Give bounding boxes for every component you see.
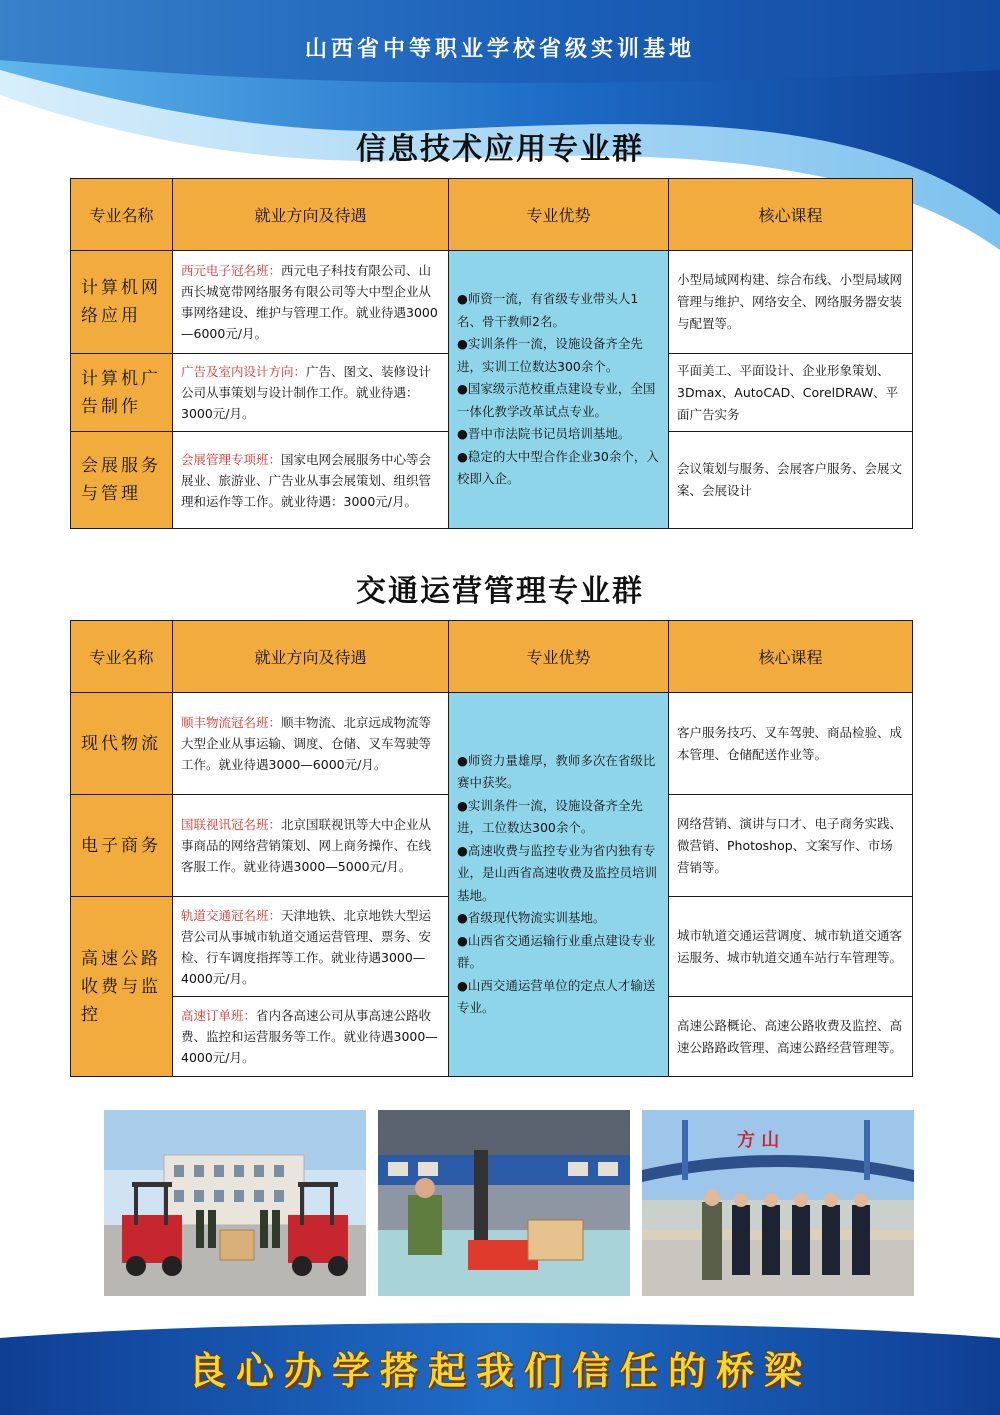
employment-cell <box>173 795 449 897</box>
advantage-item: ●实训条件一流，设施设备齐全先进，工位数达300余个。 <box>457 797 643 835</box>
major-name: 现代物流 <box>71 693 173 795</box>
major-name: 电子商务 <box>71 795 173 897</box>
col-header-courses: 核心课程 <box>669 621 913 693</box>
course-cell: 高速公路概论、高速公路收费及监控、高速公路路政管理、高速公路经营管理等。 <box>669 997 913 1077</box>
employment-cell <box>173 897 449 997</box>
col-header-employment: 就业方向及待遇 <box>173 179 449 251</box>
employment-cell <box>173 997 449 1077</box>
advantage-item: ●师资力量雄厚，教师多次在省级比赛中获奖。 <box>457 752 656 790</box>
advantage-item: ●高速收费与监控专业为省内独有专业，是山西省高速收费及监控员培训基地。 <box>457 842 658 903</box>
advantage-item: ●省级现代物流实训基地。 <box>457 910 606 925</box>
employment-cell <box>173 432 449 529</box>
table-row <box>71 693 913 795</box>
major-name: 计算机广告制作 <box>71 354 173 432</box>
advantage-item: ●稳定的大中型合作企业30余个，入校即入企。 <box>457 448 659 487</box>
col-header-major: 专业名称 <box>71 621 173 693</box>
major-name: 计算机网络应用 <box>71 251 173 354</box>
photo-toll-station <box>642 1110 914 1296</box>
section-title-it: 信息技术应用专业群 <box>356 132 644 167</box>
class-name-label: 高速订单班： <box>181 1008 257 1023</box>
advantage-item: ●国家级示范校重点建设专业，全国一体化教学改革试点专业。 <box>457 381 656 419</box>
employment-cell <box>173 354 449 432</box>
col-header-employment: 就业方向及待遇 <box>173 621 449 693</box>
employment-cell <box>173 693 449 795</box>
employment-text: 北京国联视讯等大中企业从事商品的网络营销策划、网上商务操作、在线客服工作。就业待遇3000—5000元/月。 <box>181 817 432 874</box>
employment-text: 广告、图文、装修设计公司从事策划与设计制作工作。就业待遇：3000元/月。 <box>181 364 432 421</box>
col-header-advantage: 专业优势 <box>449 179 669 251</box>
course-cell: 网络营销、演讲与口才、电子商务实践、微营销、Photoshop、文案写作、市场营销等。 <box>669 795 913 897</box>
course-cell: 城市轨道交通运营调度、城市轨道交通客运服务、城市轨道交通车站行车管理等。 <box>669 897 913 997</box>
col-header-courses: 核心课程 <box>669 179 913 251</box>
class-name-label: 轨道交通冠名班： <box>181 907 282 923</box>
course-cell: 小型局域网构建、综合布线、小型局域网管理与维护、网络安全、网络服务器安装与配置等。 <box>669 251 913 354</box>
footer-slogan: 良心办学搭起我们信任的桥梁 <box>187 1348 812 1393</box>
advantage-item: ●师资一流，有省级专业带头人1名、骨干教师2名。 <box>457 291 639 329</box>
table-transport-group <box>70 620 913 1077</box>
photo-forklift-training <box>104 1110 366 1296</box>
advantages-cell <box>449 251 669 529</box>
advantage-item: ●晋中市法院书记员培训基地。 <box>457 426 631 442</box>
section-title-transport: 交通运营管理专业群 <box>356 574 644 609</box>
course-cell: 会议策划与服务、会展客户服务、会展文案、会展设计 <box>669 432 913 529</box>
employment-text: 省内各高速公司从事高速公路收费、监控和运营服务等工作。就业待遇3000—4000元/月。 <box>181 1008 438 1065</box>
course-cell: 客户服务技巧、叉车驾驶、商品检验、成本管理、仓储配送作业等。 <box>669 693 913 795</box>
course-cell: 平面美工、平面设计、企业形象策划、3Dmax、AutoCAD、CorelDRAW、平面广告实务 <box>669 354 913 432</box>
col-header-advantage: 专业优势 <box>449 621 669 693</box>
employment-text: 顺丰物流、北京远成物流等大型企业从事运输、调度、仓储、叉车驾驶等工作。就业待遇3000—6000元/月。 <box>181 715 432 772</box>
major-name: 高速公路收费与监控 <box>71 897 173 1077</box>
advantage-item: ●山西省交通运输行业重点建设专业群。 <box>457 932 656 970</box>
banner-title: 山西省中等职业学校省级实训基地 <box>304 37 695 62</box>
advantage-item: ●山西交通运营单位的定点人才输送专业。 <box>457 977 656 1015</box>
employment-text: 西元电子科技有限公司、山西长城宽带网络服务有限公司等大中型企业从事网络建设、维护与管理工作。就业待遇3000—6000元/月。 <box>181 263 438 341</box>
photo-warehouse-training <box>378 1110 630 1296</box>
class-name-label: 国联视讯冠名班： <box>181 817 282 832</box>
employment-text: 天津地铁、北京地铁大型运营公司从事城市轨道交通运营管理、票务、安检、行车调度指挥等工作。就业待遇3000—4000元/月。 <box>181 907 432 986</box>
class-name-label: 西元电子冠名班： <box>181 263 282 278</box>
col-header-major: 专业名称 <box>71 179 173 251</box>
advantage-item: ●实训条件一流，设施设备齐全先进，实训工位数达300余个。 <box>457 336 643 374</box>
table-it-group <box>70 178 913 529</box>
employment-text: 国家电网会展服务中心等会展业、旅游业、广告业从事会展策划、组织管理和运作等工作。就业待遇：3000元/月。 <box>181 451 432 509</box>
major-name: 会展服务与管理 <box>71 432 173 529</box>
class-name-label: 会展管理专项班： <box>181 451 282 467</box>
toll-gate-sign: 方 山 <box>737 1130 780 1151</box>
advantages-cell <box>449 693 669 1077</box>
class-name-label: 顺丰物流冠名班： <box>181 715 282 730</box>
table-row <box>71 251 913 354</box>
employment-cell <box>173 251 449 354</box>
class-name-label: 广告及室内设计方向： <box>181 364 307 379</box>
